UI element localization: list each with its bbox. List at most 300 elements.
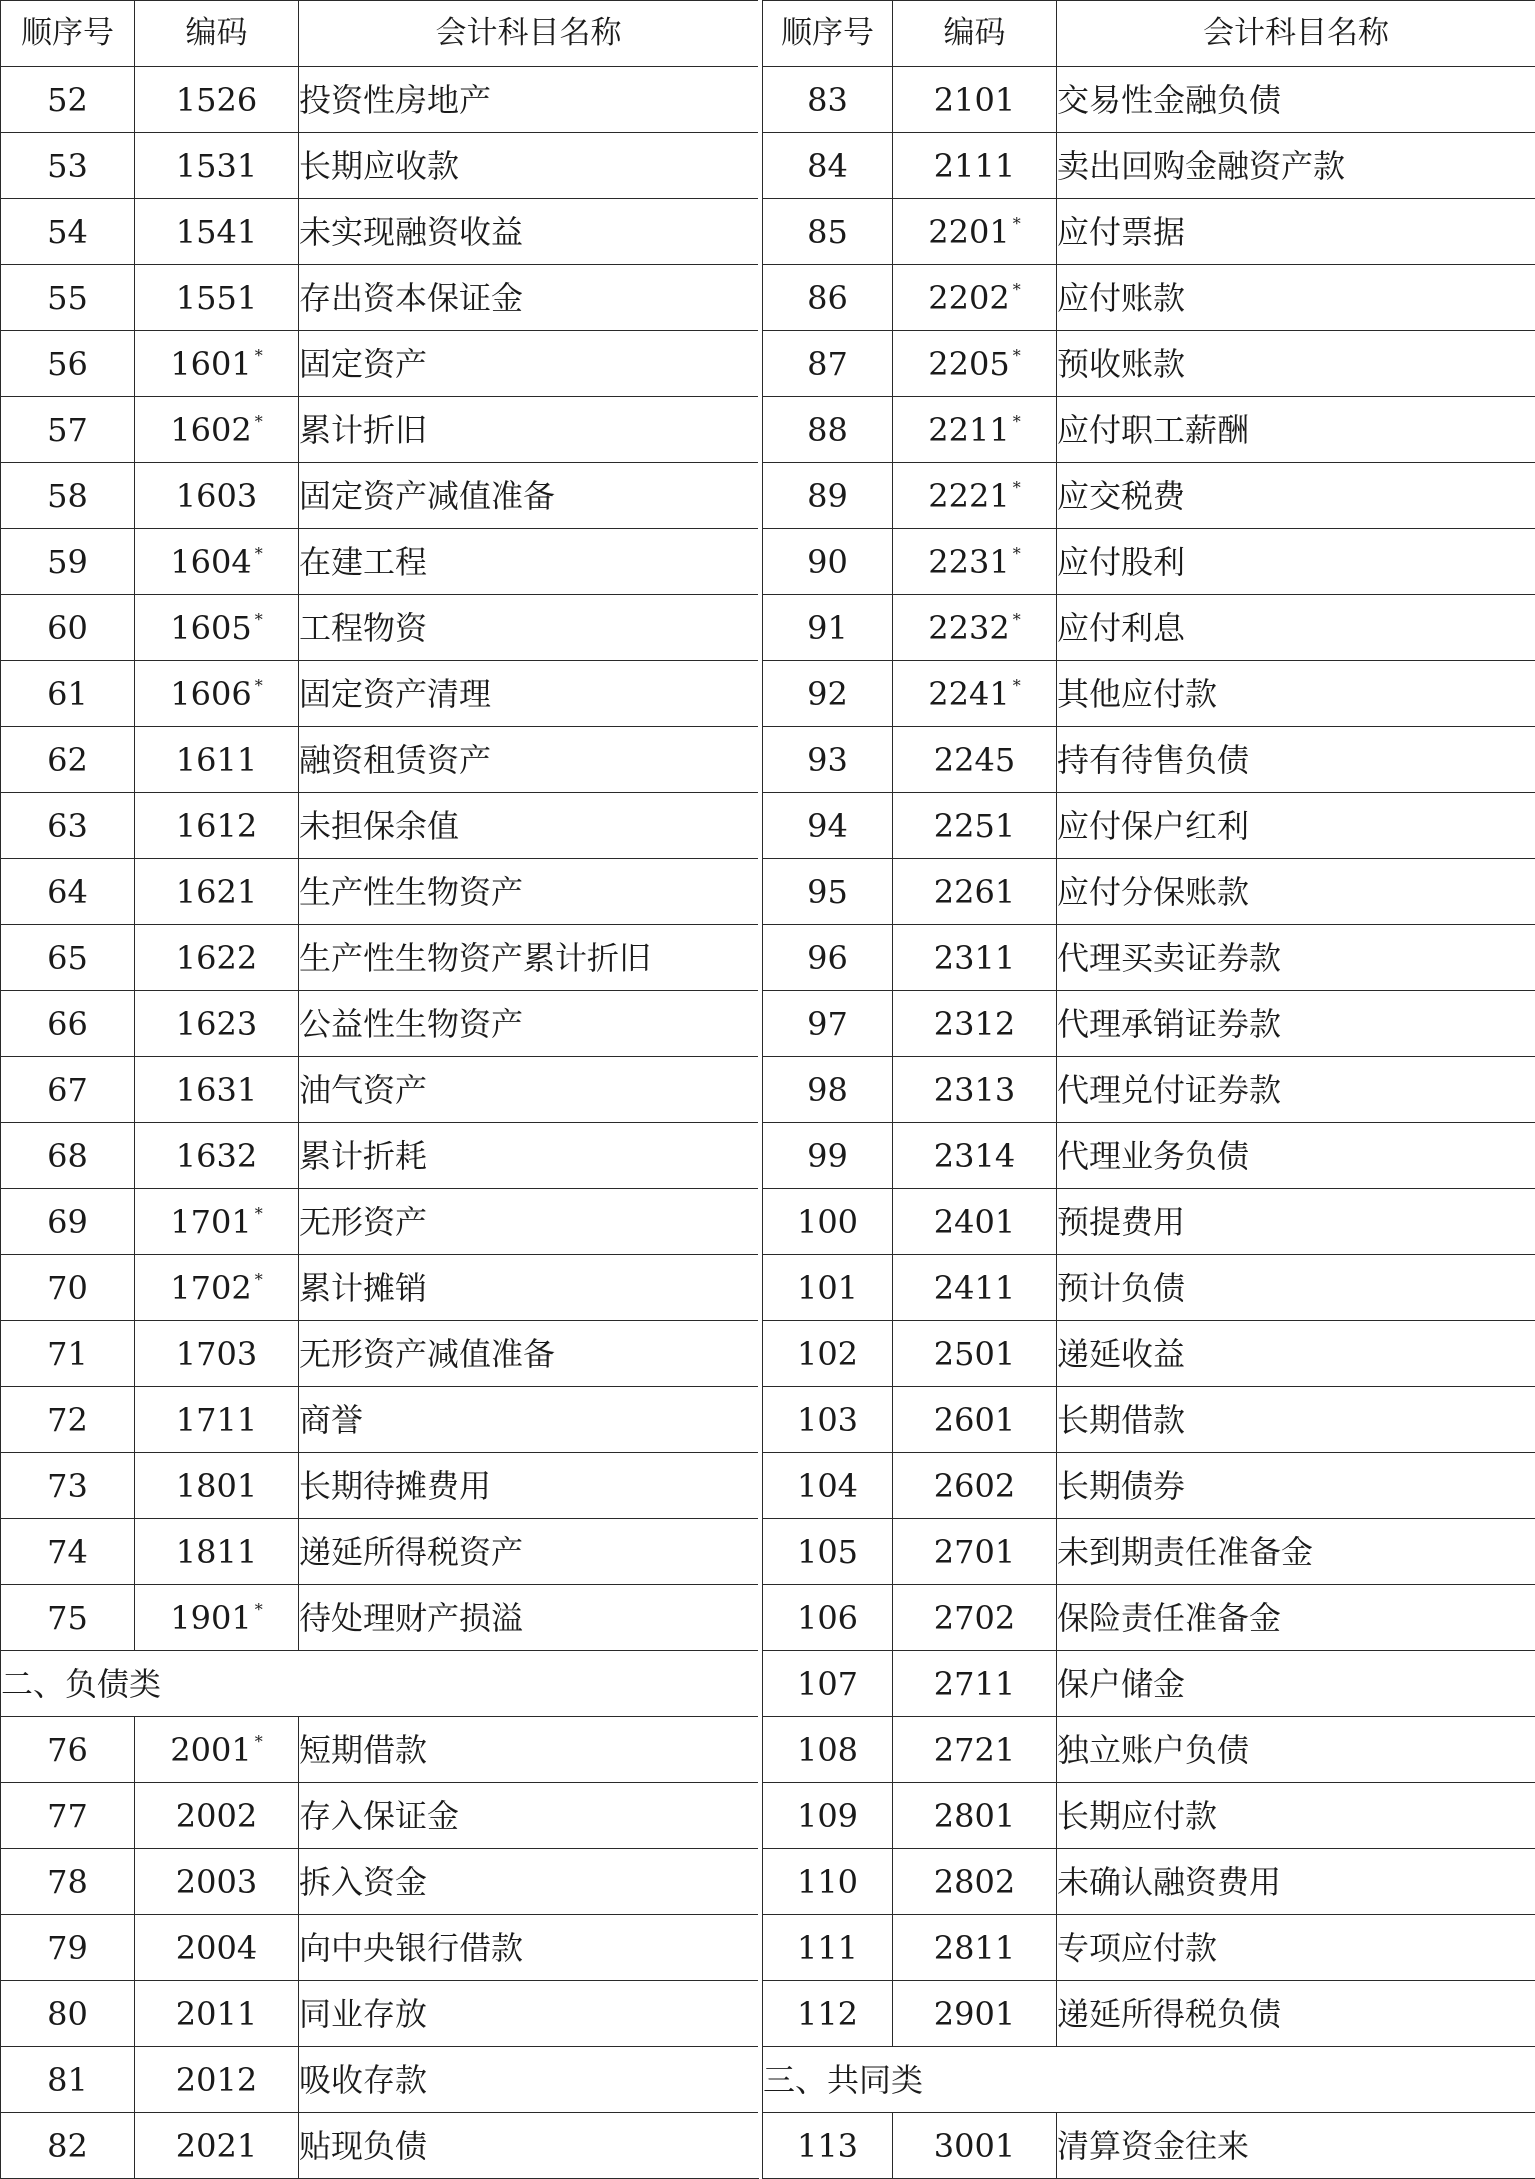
account-name-cell: 生产性生物资产 bbox=[299, 859, 759, 925]
table-row bbox=[763, 1453, 1535, 1519]
table-row bbox=[763, 991, 1535, 1057]
table-row bbox=[1, 133, 759, 199]
code-text: 1811 bbox=[176, 1533, 257, 1571]
seq-cell: 97 bbox=[763, 991, 893, 1057]
account-table-left bbox=[0, 0, 759, 2179]
seq-cell: 60 bbox=[1, 595, 135, 661]
account-name-cell: 长期应付款 bbox=[1057, 1783, 1535, 1849]
code-text: 2111 bbox=[934, 147, 1015, 185]
account-name-cell: 累计摊销 bbox=[299, 1255, 759, 1321]
code-text: 1603 bbox=[176, 477, 257, 515]
table-row bbox=[1, 925, 759, 991]
seq-cell: 98 bbox=[763, 1057, 893, 1123]
star-mark: * bbox=[255, 1600, 263, 1619]
account-name-cell: 预计负债 bbox=[1057, 1255, 1535, 1321]
seq-cell: 68 bbox=[1, 1123, 135, 1189]
account-name-cell: 油气资产 bbox=[299, 1057, 759, 1123]
code-cell bbox=[893, 133, 1057, 199]
table-row bbox=[1, 2113, 759, 2179]
seq-cell: 52 bbox=[1, 67, 135, 133]
code-text: 1711 bbox=[176, 1401, 257, 1439]
code-cell bbox=[135, 1387, 299, 1453]
code-cell bbox=[135, 925, 299, 991]
account-name-cell: 未担保余值 bbox=[299, 793, 759, 859]
table-row bbox=[1, 463, 759, 529]
account-name-cell: 代理业务负债 bbox=[1057, 1123, 1535, 1189]
table-row bbox=[1, 1123, 759, 1189]
code-text: 2501 bbox=[934, 1335, 1015, 1373]
table-row bbox=[1, 1189, 759, 1255]
code-cell bbox=[893, 793, 1057, 859]
star-mark: * bbox=[1013, 412, 1021, 431]
code-cell bbox=[893, 1717, 1057, 1783]
table-row bbox=[1, 1915, 759, 1981]
code-text: 1702 bbox=[170, 1269, 251, 1307]
table-row bbox=[1, 595, 759, 661]
table-row bbox=[1, 859, 759, 925]
code-cell bbox=[893, 991, 1057, 1057]
table-row bbox=[763, 1387, 1535, 1453]
code-cell bbox=[135, 1123, 299, 1189]
code-text: 2021 bbox=[176, 2127, 257, 2165]
seq-cell: 71 bbox=[1, 1321, 135, 1387]
account-name-cell: 无形资产 bbox=[299, 1189, 759, 1255]
code-text: 2901 bbox=[934, 1995, 1015, 2033]
code-text: 1901 bbox=[170, 1599, 251, 1637]
account-name-cell: 固定资产 bbox=[299, 331, 759, 397]
account-name-cell: 存入保证金 bbox=[299, 1783, 759, 1849]
header-name: 会计科目名称 bbox=[1057, 1, 1535, 67]
seq-cell: 74 bbox=[1, 1519, 135, 1585]
account-name-cell: 向中央银行借款 bbox=[299, 1915, 759, 1981]
code-text: 2602 bbox=[934, 1467, 1015, 1505]
code-text: 2201 bbox=[928, 213, 1009, 251]
seq-cell: 62 bbox=[1, 727, 135, 793]
seq-cell: 95 bbox=[763, 859, 893, 925]
account-name-cell: 无形资产减值准备 bbox=[299, 1321, 759, 1387]
table-row bbox=[1, 1387, 759, 1453]
code-cell bbox=[135, 199, 299, 265]
code-text: 1621 bbox=[176, 873, 257, 911]
code-cell bbox=[135, 1849, 299, 1915]
account-name-cell: 未实现融资收益 bbox=[299, 199, 759, 265]
star-mark: * bbox=[255, 1270, 263, 1289]
code-text: 1604 bbox=[170, 543, 251, 581]
header-code: 编码 bbox=[893, 1, 1057, 67]
code-cell bbox=[135, 1519, 299, 1585]
code-cell bbox=[135, 1321, 299, 1387]
code-cell bbox=[135, 859, 299, 925]
table-row bbox=[763, 2113, 1535, 2179]
seq-cell: 79 bbox=[1, 1915, 135, 1981]
table-row bbox=[763, 133, 1535, 199]
seq-cell: 111 bbox=[763, 1915, 893, 1981]
table-row bbox=[1, 1849, 759, 1915]
seq-cell: 53 bbox=[1, 133, 135, 199]
seq-cell: 92 bbox=[763, 661, 893, 727]
code-text: 1622 bbox=[176, 939, 257, 977]
table-row bbox=[763, 1717, 1535, 1783]
account-name-cell: 应付保户红利 bbox=[1057, 793, 1535, 859]
code-cell bbox=[135, 2047, 299, 2113]
table-row bbox=[763, 727, 1535, 793]
code-text: 1602 bbox=[170, 411, 251, 449]
table-row bbox=[763, 265, 1535, 331]
seq-cell: 58 bbox=[1, 463, 135, 529]
seq-cell: 75 bbox=[1, 1585, 135, 1651]
seq-cell: 78 bbox=[1, 1849, 135, 1915]
seq-cell: 104 bbox=[763, 1453, 893, 1519]
seq-cell: 84 bbox=[763, 133, 893, 199]
code-text: 2001 bbox=[170, 1731, 251, 1769]
code-cell bbox=[135, 1189, 299, 1255]
table-row bbox=[1, 1717, 759, 1783]
seq-cell: 69 bbox=[1, 1189, 135, 1255]
code-text: 2205 bbox=[928, 345, 1009, 383]
code-cell bbox=[135, 1585, 299, 1651]
table-body-left bbox=[1, 67, 759, 2179]
code-text: 1551 bbox=[176, 279, 257, 317]
account-name-cell: 商誉 bbox=[299, 1387, 759, 1453]
table-row bbox=[1, 67, 759, 133]
code-text: 2811 bbox=[934, 1929, 1015, 1967]
star-mark: * bbox=[1013, 610, 1021, 629]
code-text: 2314 bbox=[934, 1137, 1015, 1175]
seq-cell: 112 bbox=[763, 1981, 893, 2047]
code-cell bbox=[135, 463, 299, 529]
seq-cell: 110 bbox=[763, 1849, 893, 1915]
table-row bbox=[763, 1123, 1535, 1189]
code-text: 2711 bbox=[934, 1665, 1015, 1703]
header-row bbox=[1, 1, 759, 67]
seq-cell: 85 bbox=[763, 199, 893, 265]
header-seq: 顺序号 bbox=[763, 1, 893, 67]
code-cell bbox=[135, 529, 299, 595]
star-mark: * bbox=[1013, 478, 1021, 497]
star-mark: * bbox=[255, 1204, 263, 1223]
seq-cell: 91 bbox=[763, 595, 893, 661]
star-mark: * bbox=[1013, 676, 1021, 695]
table-row bbox=[1, 199, 759, 265]
account-name-cell: 短期借款 bbox=[299, 1717, 759, 1783]
code-cell bbox=[893, 595, 1057, 661]
section-title: 二、负债类 bbox=[1, 1651, 759, 1717]
table-row bbox=[1, 265, 759, 331]
header-row bbox=[763, 1, 1535, 67]
code-cell bbox=[893, 859, 1057, 925]
code-cell bbox=[893, 1255, 1057, 1321]
seq-cell: 83 bbox=[763, 67, 893, 133]
seq-cell: 57 bbox=[1, 397, 135, 463]
account-name-cell: 拆入资金 bbox=[299, 1849, 759, 1915]
seq-cell: 87 bbox=[763, 331, 893, 397]
code-cell bbox=[893, 529, 1057, 595]
code-cell bbox=[135, 661, 299, 727]
table-row bbox=[763, 595, 1535, 661]
code-text: 2012 bbox=[176, 2061, 257, 2099]
account-name-cell: 长期债券 bbox=[1057, 1453, 1535, 1519]
seq-cell: 102 bbox=[763, 1321, 893, 1387]
account-name-cell: 预收账款 bbox=[1057, 331, 1535, 397]
account-name-cell: 递延所得税资产 bbox=[299, 1519, 759, 1585]
table-row bbox=[763, 529, 1535, 595]
code-cell bbox=[135, 1717, 299, 1783]
table-row bbox=[1, 397, 759, 463]
seq-cell: 106 bbox=[763, 1585, 893, 1651]
code-cell bbox=[893, 463, 1057, 529]
table-row bbox=[1, 1981, 759, 2047]
code-text: 2721 bbox=[934, 1731, 1015, 1769]
code-text: 2221 bbox=[928, 477, 1009, 515]
table-row bbox=[1, 1519, 759, 1585]
code-cell bbox=[135, 1915, 299, 1981]
code-text: 2411 bbox=[934, 1269, 1015, 1307]
code-text: 1606 bbox=[170, 675, 251, 713]
code-cell bbox=[893, 925, 1057, 991]
account-name-cell: 应付职工薪酬 bbox=[1057, 397, 1535, 463]
account-name-cell: 固定资产减值准备 bbox=[299, 463, 759, 529]
account-name-cell: 长期待摊费用 bbox=[299, 1453, 759, 1519]
code-cell bbox=[893, 1849, 1057, 1915]
code-text: 2002 bbox=[176, 1797, 257, 1835]
seq-cell: 82 bbox=[1, 2113, 135, 2179]
table-row bbox=[1, 661, 759, 727]
account-table-right bbox=[762, 0, 1535, 2179]
code-cell bbox=[135, 133, 299, 199]
code-text: 2802 bbox=[934, 1863, 1015, 1901]
code-text: 2601 bbox=[934, 1401, 1015, 1439]
code-cell bbox=[893, 397, 1057, 463]
seq-cell: 93 bbox=[763, 727, 893, 793]
account-name-cell: 长期应收款 bbox=[299, 133, 759, 199]
header-name: 会计科目名称 bbox=[299, 1, 759, 67]
table-row bbox=[1, 1585, 759, 1651]
code-text: 1601 bbox=[170, 345, 251, 383]
star-mark: * bbox=[1013, 214, 1021, 233]
code-text: 2231 bbox=[928, 543, 1009, 581]
table-row bbox=[1, 2047, 759, 2113]
star-mark: * bbox=[255, 610, 263, 629]
seq-cell: 76 bbox=[1, 1717, 135, 1783]
seq-cell: 81 bbox=[1, 2047, 135, 2113]
code-cell bbox=[135, 793, 299, 859]
account-name-cell: 卖出回购金融资产款 bbox=[1057, 133, 1535, 199]
code-text: 1703 bbox=[176, 1335, 257, 1373]
code-cell bbox=[893, 1189, 1057, 1255]
account-name-cell: 生产性生物资产累计折旧 bbox=[299, 925, 759, 991]
table-row bbox=[1, 1321, 759, 1387]
table-row bbox=[1, 1057, 759, 1123]
code-text: 1531 bbox=[176, 147, 257, 185]
code-cell bbox=[893, 661, 1057, 727]
table-row bbox=[763, 1189, 1535, 1255]
code-text: 2801 bbox=[934, 1797, 1015, 1835]
account-name-cell: 应交税费 bbox=[1057, 463, 1535, 529]
table-row bbox=[763, 859, 1535, 925]
star-mark: * bbox=[255, 1732, 263, 1751]
account-name-cell: 应付股利 bbox=[1057, 529, 1535, 595]
account-name-cell: 交易性金融负债 bbox=[1057, 67, 1535, 133]
star-mark: * bbox=[1013, 346, 1021, 365]
star-mark: * bbox=[1013, 544, 1021, 563]
code-text: 2232 bbox=[928, 609, 1009, 647]
table-row bbox=[1, 529, 759, 595]
account-name-cell: 在建工程 bbox=[299, 529, 759, 595]
account-name-cell: 保户储金 bbox=[1057, 1651, 1535, 1717]
code-text: 2251 bbox=[934, 807, 1015, 845]
seq-cell: 101 bbox=[763, 1255, 893, 1321]
section-title: 三、共同类 bbox=[763, 2047, 1535, 2113]
table-row bbox=[763, 793, 1535, 859]
code-text: 1541 bbox=[176, 213, 257, 251]
code-cell bbox=[135, 331, 299, 397]
code-text: 1623 bbox=[176, 1005, 257, 1043]
table-row bbox=[763, 1519, 1535, 1585]
account-name-cell: 公益性生物资产 bbox=[299, 991, 759, 1057]
code-text: 2261 bbox=[934, 873, 1015, 911]
code-text: 2401 bbox=[934, 1203, 1015, 1241]
account-name-cell: 未确认融资费用 bbox=[1057, 1849, 1535, 1915]
seq-cell: 107 bbox=[763, 1651, 893, 1717]
table-row bbox=[763, 397, 1535, 463]
seq-cell: 103 bbox=[763, 1387, 893, 1453]
code-text: 1632 bbox=[176, 1137, 257, 1175]
code-text: 2211 bbox=[928, 411, 1009, 449]
account-name-cell: 预提费用 bbox=[1057, 1189, 1535, 1255]
table-row bbox=[1, 1783, 759, 1849]
code-text: 3001 bbox=[934, 2127, 1015, 2165]
code-cell bbox=[893, 265, 1057, 331]
account-name-cell: 应付账款 bbox=[1057, 265, 1535, 331]
table-row bbox=[763, 1255, 1535, 1321]
star-mark: * bbox=[255, 346, 263, 365]
seq-cell: 90 bbox=[763, 529, 893, 595]
table-row bbox=[763, 199, 1535, 265]
account-name-cell: 固定资产清理 bbox=[299, 661, 759, 727]
account-name-cell: 应付票据 bbox=[1057, 199, 1535, 265]
account-name-cell: 保险责任准备金 bbox=[1057, 1585, 1535, 1651]
table-row bbox=[1, 991, 759, 1057]
account-name-cell: 工程物资 bbox=[299, 595, 759, 661]
account-name-cell: 递延收益 bbox=[1057, 1321, 1535, 1387]
code-cell bbox=[135, 397, 299, 463]
code-cell bbox=[893, 1519, 1057, 1585]
code-text: 2003 bbox=[176, 1863, 257, 1901]
header-seq: 顺序号 bbox=[1, 1, 135, 67]
table-row bbox=[1, 1453, 759, 1519]
code-cell bbox=[893, 1651, 1057, 1717]
code-cell bbox=[893, 331, 1057, 397]
code-cell bbox=[893, 2113, 1057, 2179]
code-cell bbox=[135, 727, 299, 793]
account-name-cell: 其他应付款 bbox=[1057, 661, 1535, 727]
seq-cell: 73 bbox=[1, 1453, 135, 1519]
account-name-cell: 贴现负债 bbox=[299, 2113, 759, 2179]
code-cell bbox=[893, 1585, 1057, 1651]
code-cell bbox=[135, 1453, 299, 1519]
seq-cell: 80 bbox=[1, 1981, 135, 2047]
table-row bbox=[1, 793, 759, 859]
table-row bbox=[763, 1849, 1535, 1915]
seq-cell: 67 bbox=[1, 1057, 135, 1123]
code-text: 2202 bbox=[928, 279, 1009, 317]
code-cell bbox=[135, 2113, 299, 2179]
account-name-cell: 应付利息 bbox=[1057, 595, 1535, 661]
account-name-cell: 待处理财产损溢 bbox=[299, 1585, 759, 1651]
account-name-cell: 清算资金往来 bbox=[1057, 2113, 1535, 2179]
code-text: 2702 bbox=[934, 1599, 1015, 1637]
code-cell bbox=[893, 727, 1057, 793]
account-name-cell: 存出资本保证金 bbox=[299, 265, 759, 331]
code-text: 1701 bbox=[170, 1203, 251, 1241]
table-row bbox=[1, 1255, 759, 1321]
code-text: 1631 bbox=[176, 1071, 257, 1109]
code-cell bbox=[135, 595, 299, 661]
code-text: 2004 bbox=[176, 1929, 257, 1967]
table-row bbox=[763, 1651, 1535, 1717]
seq-cell: 54 bbox=[1, 199, 135, 265]
seq-cell: 77 bbox=[1, 1783, 135, 1849]
table-row bbox=[763, 925, 1535, 991]
account-name-cell: 同业存放 bbox=[299, 1981, 759, 2047]
code-text: 1611 bbox=[176, 741, 257, 779]
code-text: 1801 bbox=[176, 1467, 257, 1505]
code-cell bbox=[135, 991, 299, 1057]
seq-cell: 64 bbox=[1, 859, 135, 925]
code-cell bbox=[893, 1057, 1057, 1123]
code-text: 2101 bbox=[934, 81, 1015, 119]
star-mark: * bbox=[255, 412, 263, 431]
seq-cell: 108 bbox=[763, 1717, 893, 1783]
table-row bbox=[763, 1321, 1535, 1387]
seq-cell: 59 bbox=[1, 529, 135, 595]
seq-cell: 66 bbox=[1, 991, 135, 1057]
seq-cell: 70 bbox=[1, 1255, 135, 1321]
code-text: 2241 bbox=[928, 675, 1009, 713]
seq-cell: 86 bbox=[763, 265, 893, 331]
code-cell bbox=[893, 1981, 1057, 2047]
account-name-cell: 代理兑付证券款 bbox=[1057, 1057, 1535, 1123]
star-mark: * bbox=[255, 544, 263, 563]
table-row bbox=[763, 1585, 1535, 1651]
code-cell bbox=[135, 265, 299, 331]
code-cell bbox=[135, 1255, 299, 1321]
seq-cell: 99 bbox=[763, 1123, 893, 1189]
account-name-cell: 长期借款 bbox=[1057, 1387, 1535, 1453]
code-cell bbox=[135, 1057, 299, 1123]
seq-cell: 88 bbox=[763, 397, 893, 463]
header-code: 编码 bbox=[135, 1, 299, 67]
table-row bbox=[763, 331, 1535, 397]
table-row bbox=[763, 67, 1535, 133]
code-text: 1605 bbox=[170, 609, 251, 647]
seq-cell: 109 bbox=[763, 1783, 893, 1849]
table-row bbox=[1, 727, 759, 793]
seq-cell: 89 bbox=[763, 463, 893, 529]
account-name-cell: 累计折耗 bbox=[299, 1123, 759, 1189]
code-text: 2011 bbox=[176, 1995, 257, 2033]
seq-cell: 61 bbox=[1, 661, 135, 727]
account-name-cell: 持有待售负债 bbox=[1057, 727, 1535, 793]
table-row bbox=[763, 1057, 1535, 1123]
table-row bbox=[763, 1915, 1535, 1981]
code-text: 2245 bbox=[934, 741, 1015, 779]
account-name-cell: 专项应付款 bbox=[1057, 1915, 1535, 1981]
code-text: 1526 bbox=[176, 81, 257, 119]
seq-cell: 105 bbox=[763, 1519, 893, 1585]
seq-cell: 94 bbox=[763, 793, 893, 859]
code-text: 2312 bbox=[934, 1005, 1015, 1043]
